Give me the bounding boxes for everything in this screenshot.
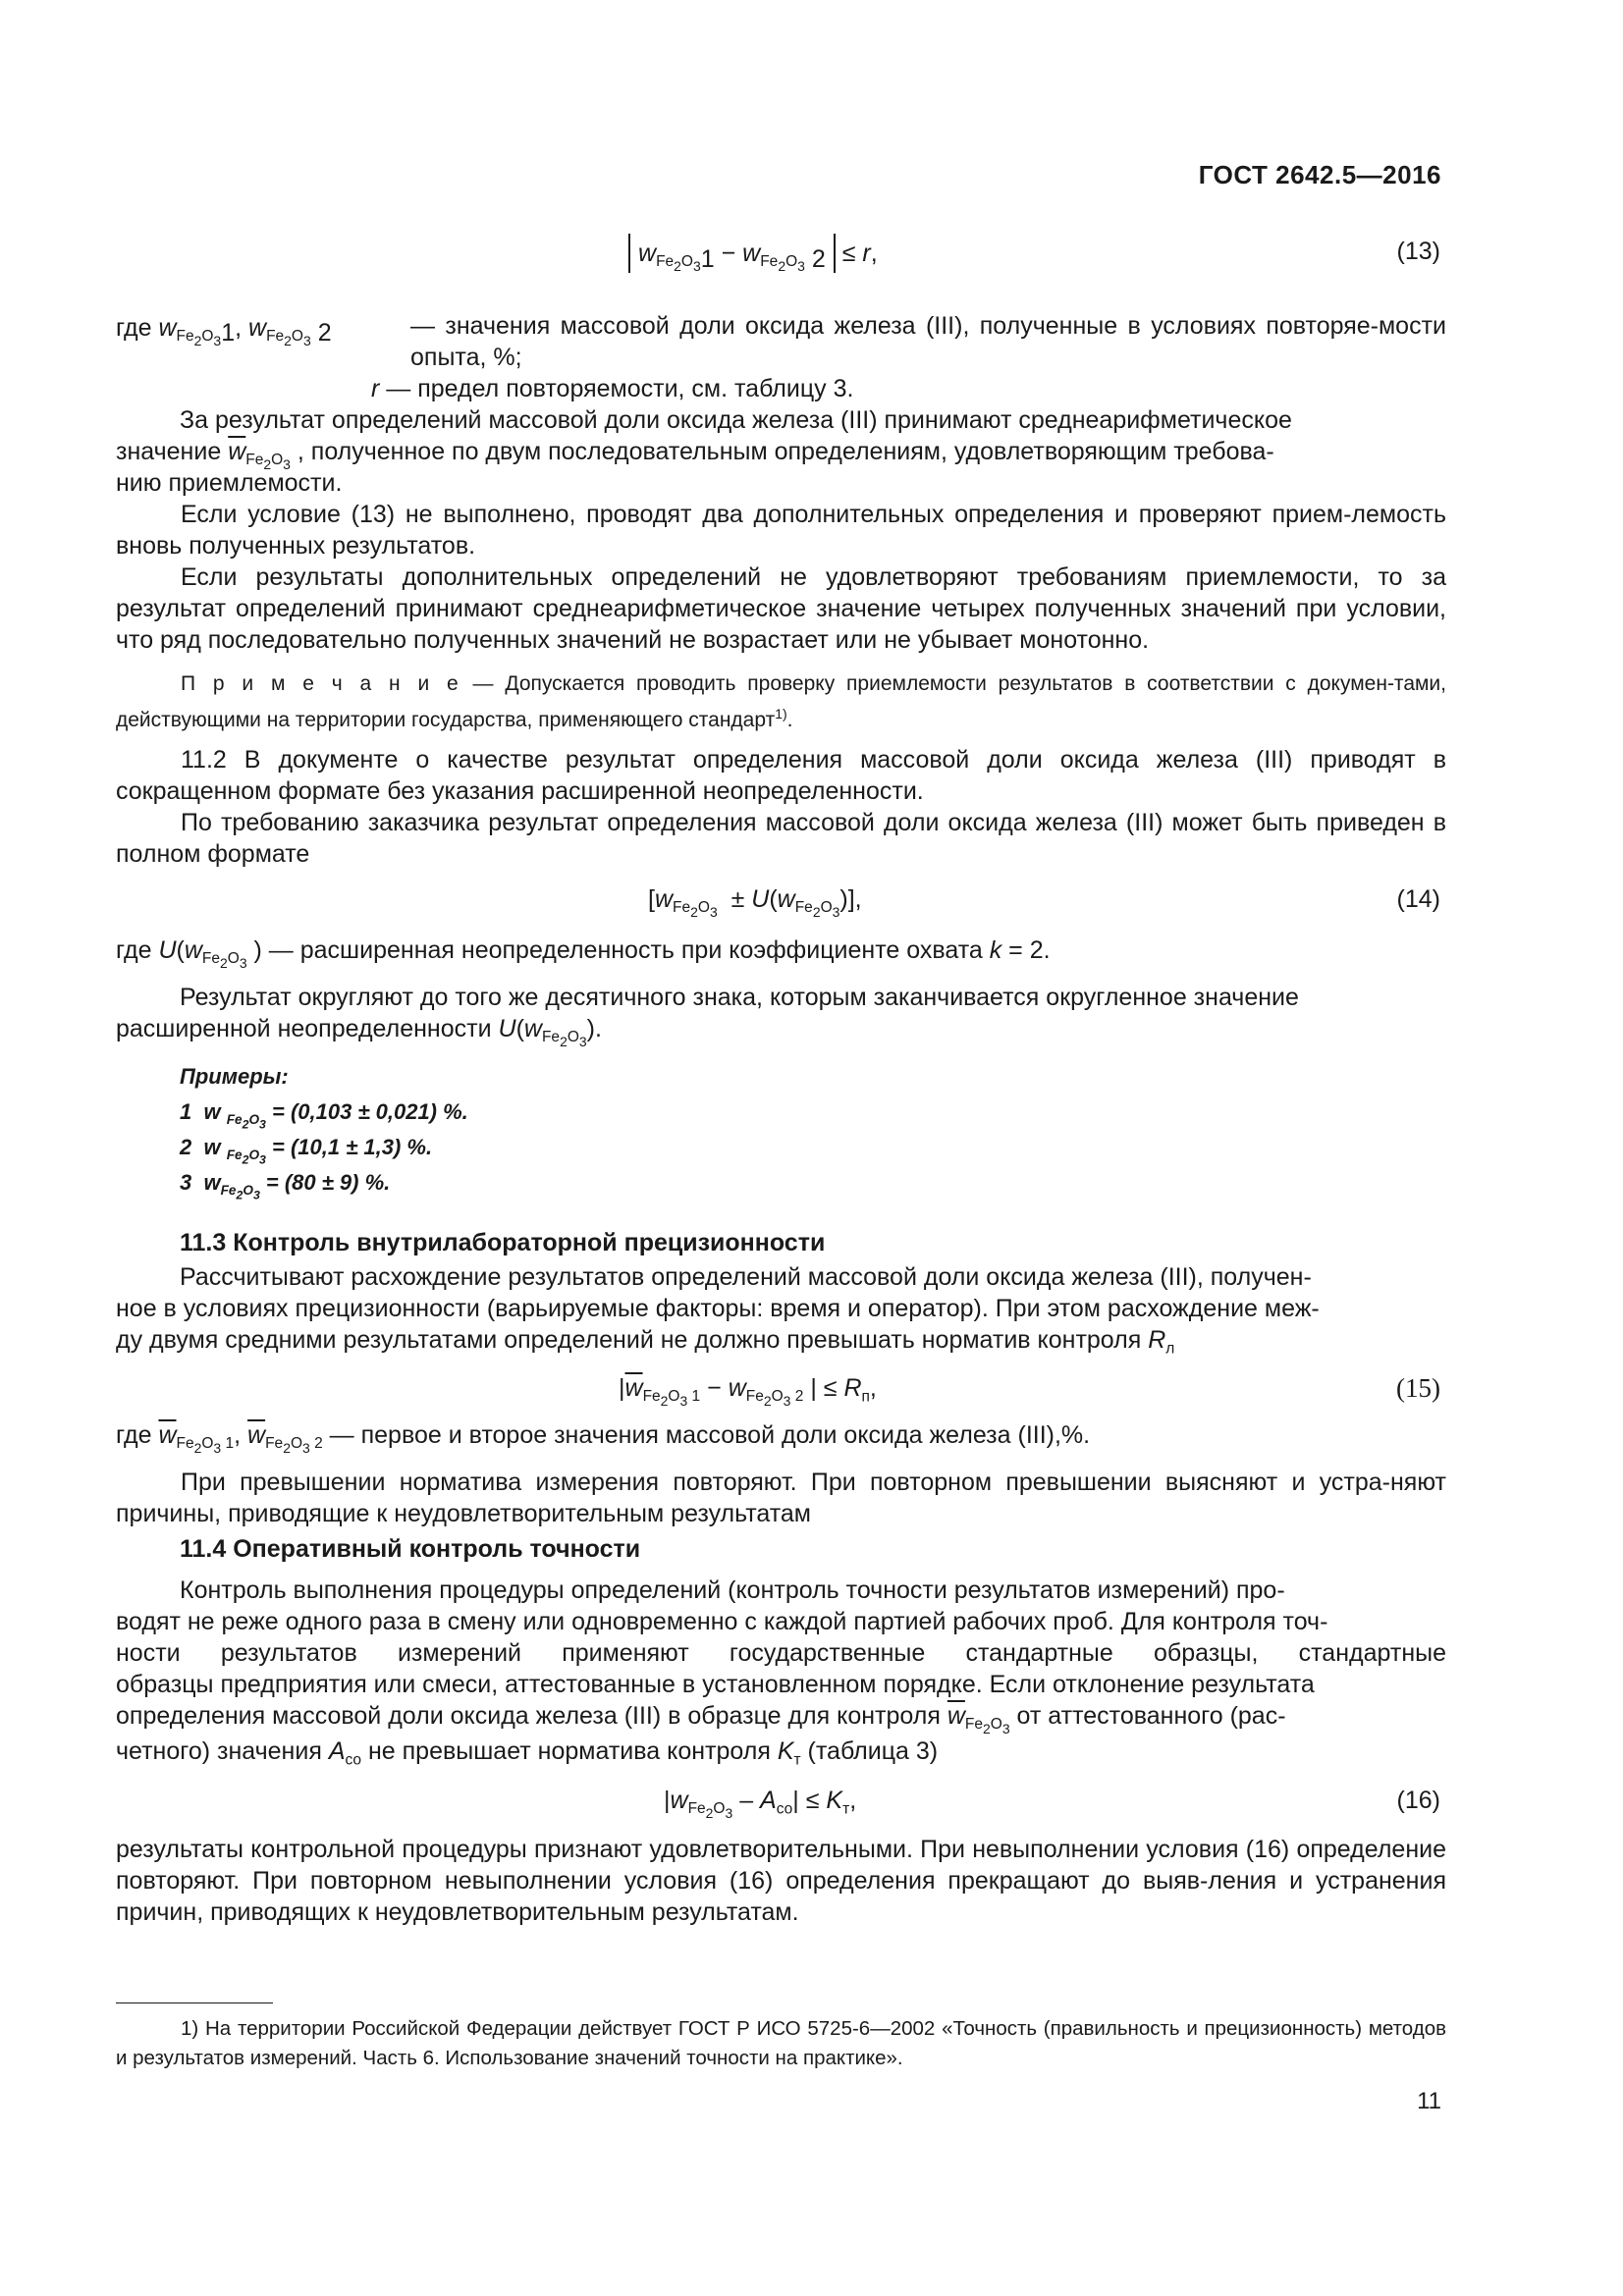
footnote-separator [116,2002,273,2003]
equation-15: $|\overline{w}_{Fe_2O_3 1} - w_{Fe_2O_3 2}$ | ≤ $R_п$, [619,1374,877,1410]
paragraph-exceed: При превышении норматива измерения повторяют. При повторном превышении выясняют и устра-няют причины, приводящие к неудовлетворительным результатам [116,1468,1446,1527]
section-11-4-line6: четного) значения $A_{со}$ не превышает норматива контроля $K_т$ (таблица 3) [116,1737,939,1769]
equation-number-15: (15) [1396,1373,1440,1403]
page-number: 11 [1417,2088,1441,2114]
section-11-4-line1: Контроль выполнения процедуры определений (контроль точности результатов измерений) про- [180,1576,1285,1604]
where-14: где $U(w_{Fe_2O_3}$ ) — расширенная неопределенность при коэффициенте охвата k = 2. [116,936,1051,972]
section-11-3-line3: ду двумя средними результатами определений не должно превышать норматив контроля $R_л$ [116,1326,1175,1358]
where-13-r: r — предел повторяемости, см. таблицу 3. [371,375,854,402]
section-11-4-line5: определения массовой доли оксида железа (III) в образце для контроля $\overline{w}_{Fe_2O_3}$ от аттестованного (рас- [116,1702,1286,1737]
paragraph-additional: Если результаты дополнительных определений не удовлетворяют требованиям приемлемости, то за результат определений принимают среднеарифметическое значение четырех полученных значений при условии, что ряд последовательно полученных значений не возрастает или не убывает монотонно. [116,563,1446,654]
section-11-3-line1: Рассчитывают расхождение результатов определений массовой доли оксида железа (III), получен- [180,1263,1312,1291]
paragraph-condition-13: Если условие (13) не выполнено, проводят два дополнительных определения и проверяют прием-лемость вновь полученных результатов. [116,501,1446,560]
paragraph-rounding-line1: Результат округляют до того же десятичного знака, которым заканчивается округленное значение [180,984,1299,1011]
equation-number-14: (14) [1396,885,1440,913]
equation-number-16: (16) [1396,1787,1440,1814]
paragraph-result-line3: нию приемлемости. [116,469,343,497]
paragraph-rounding-line2: расширенной неопределенности $U(w_{Fe_2O_3})$. [116,1015,602,1050]
example-2: 2 w $_{Fe_2O_3}$ = (10,1 ± 1,3) %. [180,1135,433,1167]
section-11-3-line2: ное в условиях прецизионности (варьируемые факторы: время и оператор). При этом расхождение меж- [116,1295,1320,1322]
footnote-1: 1) На территории Российской Федерации действует ГОСТ Р ИСО 5725-6—2002 «Точность (правильность и прецизионность) методов и результатов измерений. Часть 6. Использование значений точности на практике». [116,2017,1446,2069]
note: П р и м е ч а н и е — Допускается проводить проверку приемлемости результатов в соответствии с докумен-тами, действующими на территории государства, применяющего стандарт$^{1)}$. [116,672,1447,731]
paragraph-control-result: результаты контрольной процедуры признают удовлетворительными. При невыполнении условия (16) определение повторяют. При повторном невыполнении условия (16) определения прекращают до выяв-ления и устранения причин, приводящих к неудовлетворительным результатам. [116,1836,1446,1926]
abs-expression: $w_{Fe_2O_3}1 - w_{Fe_2O_3}$ 2 [628,234,836,273]
example-1: 1 w $_{Fe_2O_3}$ = (0,103 ± 0,021) %. [180,1099,468,1132]
where-15: где $\overline{w}_{Fe_2O_3 1}$, $\overline{w}_{Fe_2O_3 2}$ — первое и второе значения массовой доли оксида железа (III),%. [116,1421,1091,1457]
paragraph-full-format: По требованию заказчика результат определения массовой доли оксида железа (III) может быть приведен в полном формате [116,809,1446,868]
where-13-prefix: где $w_{Fe_2O_3}1$, $w_{Fe_2O_3}$ 2 [116,314,332,349]
section-11-3-title: 11.3 Контроль внутрилабораторной прецизионности [180,1229,826,1256]
equation-16: $|w_{Fe_2O_3} - A_{со}| \le K_т$, [664,1787,857,1822]
document-header: ГОСТ 2642.5—2016 [1198,160,1441,189]
equation-13: $w_{Fe_2O_3}1 - w_{Fe_2O_3}$ 2 ≤ r, [628,234,878,273]
section-11-4-line2: водят не реже одного раза в смену или одновременно с каждой партией рабочих проб. Для контроля точ- [116,1608,1328,1635]
section-11-4-title: 11.4 Оперативный контроль точности [180,1535,641,1563]
example-3: 3 $w_{Fe_2O_3} = (80 \pm 9)$ %. [180,1170,391,1202]
examples-title: Примеры: [180,1064,289,1089]
equation-number-13: (13) [1396,238,1440,265]
section-11-2: 11.2 В документе о качестве результат определения массовой доли оксида железа (III) приводят в сокращенном формате без указания расширенной неопределенности. [116,746,1446,805]
paragraph-result-line1: За результат определений массовой доли оксида железа (III) принимают среднеарифметическое [180,406,1292,434]
section-11-4-line3: ности результатов измерений применяют государственные стандартные образцы, стандартные [116,1639,1446,1667]
equation-14: $[w_{Fe_2O_3} \pm U(w_{Fe_2O_3})]$, [648,885,862,921]
where-13-description: — значения массовой доли оксида железа (III), полученные в условиях повторяе-мости опыта, %; [410,312,1446,371]
paragraph-result-line2: значение $\overline{w}_{Fe_2O_3}$ , полученное по двум последовательным определениям, удовлетворяющим требова- [116,438,1274,473]
section-11-4-line4: образцы предприятия или смеси, аттестованные в установленном порядке. Если отклонение результата [116,1671,1315,1698]
